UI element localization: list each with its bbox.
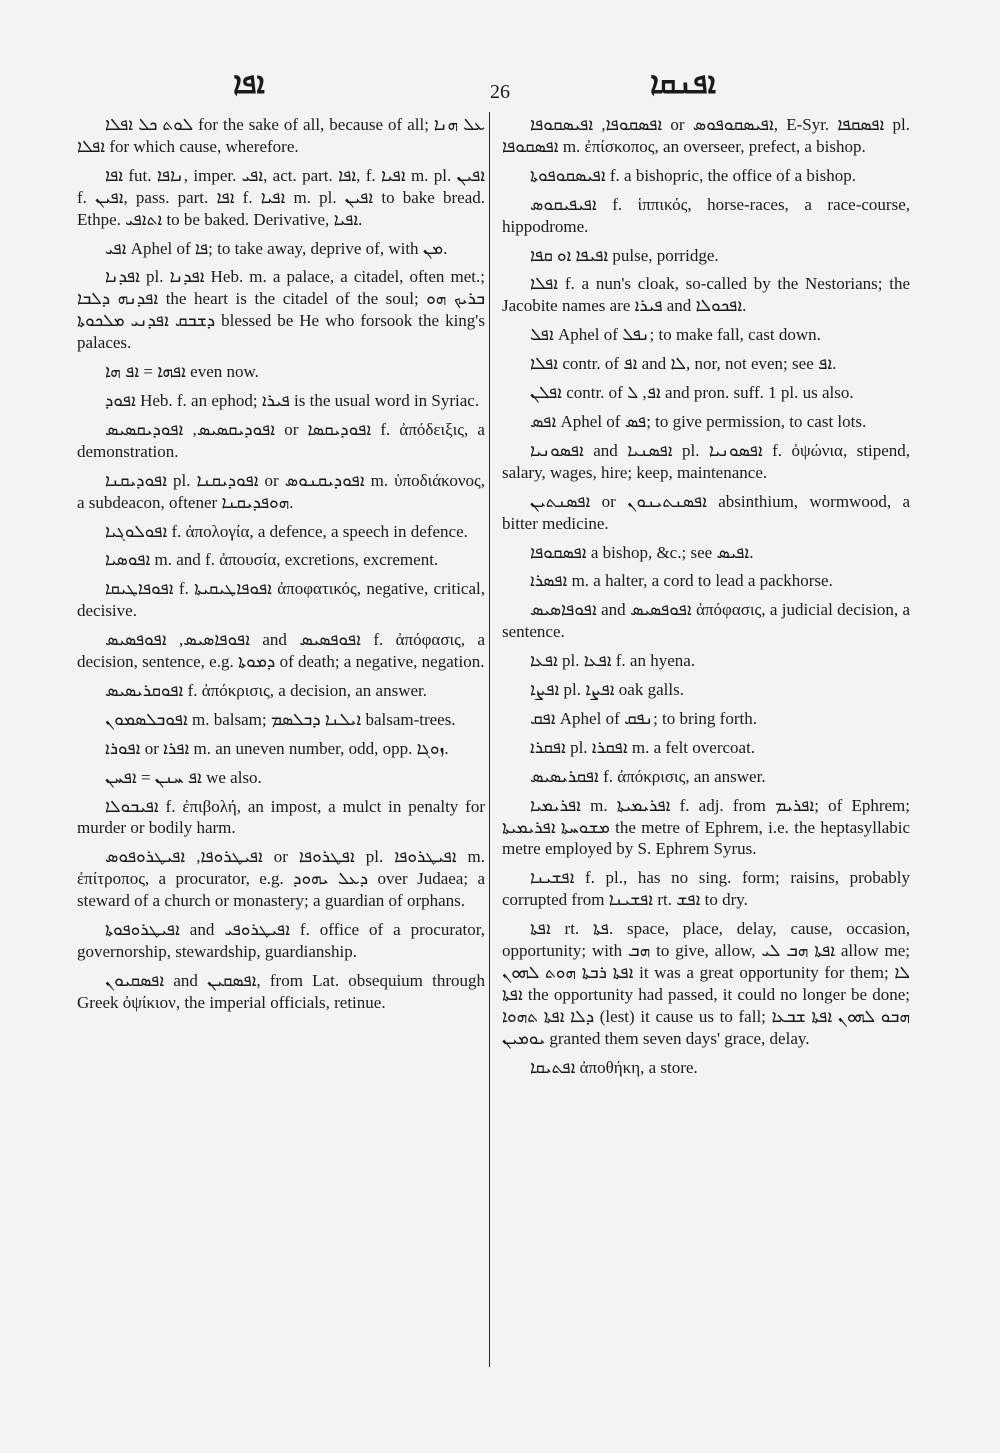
dictionary-entry: ܐܦܩܪܐ pl. ܐܦܩܪܐ m. a felt overcoat.	[530, 737, 756, 757]
dictionary-entry: ܐܦܝܒܘܠܐ f. ἐπιβολή, an impost, a mulct in penalty for murder or bodily harm.	[77, 796, 485, 838]
dictionary-entry: ܐܦܣܘܢܝܐ and ܐܦܣܢܝܐ pl. ܐܦܣܘܢܝܐ f. ὀψώνια, stipend, salary, wages, hire; keep, maintenance.	[502, 440, 910, 482]
dictionary-entry: ܐܦܘܪܐ or ܐܦܪܐ m. an uneven number, odd, opp. ܙܘܓܐ.	[105, 738, 449, 758]
running-head-left: ܐܦܐ	[233, 66, 265, 101]
dictionary-entry: ܐܦܥܐ pl. ܐܦܥܐ f. an hyena.	[530, 651, 696, 671]
dictionary-entry: ܐܦܨܐ pl. ܐܦܨܐ oak galls.	[530, 680, 684, 700]
dictionary-entry: ܐܦܝܛܪܘܦܘܬܐ and ܐܦܝܛܪܘܦܝ f. office of a procurator, governorship, stewardship, guardianship.	[77, 920, 485, 961]
dictionary-entry: ܐܦܣ Aphel of ܦܣ; to give permission, to cast lots.	[530, 411, 867, 431]
column-divider	[489, 112, 490, 1367]
dictionary-entry: ܐܦܠܢ contr. of ܐܦ, ܠ and pron. suff. 1 pl. us also.	[530, 383, 854, 403]
dictionary-entry: ܐܦܝ Aphel of ܦܐ; to take away, deprive of, with ܡܢ.	[105, 238, 448, 258]
dictionary-entry: ܐܦܐ fut. ܢܐܦܐ, imper. ܐܦܝ, act. part. ܐܦܐ, f. ܐܦܝܐ m. pl. ܐܦܝܢ f. ܐܦܝܢ, pass. part. ܐܦܐ f. ܐܦܝܐ m. pl. ܐܦܝܢ to bake bread. Ethpe. ܐܬܐܦܝ to be baked. Derivative, ܐܦܝܐ.	[77, 165, 486, 229]
dictionary-entry: ܠܘܬ ܟܠ ܐܦܠܐ for the sake of all, because of all; ܥܠ ܗܢܐ ܐܦܠܐ for which cause, wherefore.	[77, 115, 486, 156]
dictionary-entry: ܐܦܘܒܠܣܡܘܢ m. balsam; ܐܝܠܢܐ ܕܒܠܣܡ balsam-trees.	[105, 709, 456, 729]
dictionary-entry: ܐܦܠ Aphel of ܢܦܠ; to make fall, cast down.	[530, 325, 821, 345]
dictionary-entry: ܐܦܣܩܘܦܐ a bishop, &c.; see ܐܦܝܣ.	[530, 542, 754, 562]
dictionary-entry: ܐܦܣܢܬܝܢ or ܐܦܣܢܬܝܢܘܢ absinthium, wormwood, a bitter medicine.	[502, 491, 910, 533]
dictionary-entry: ܐܦܘܦܐܣܝܣ, ܐܦܘܦܣܝܣ and ܐܦܘܦܣܝܣ f. ἀπόφασις, a decision, sentence, e.g. ܕܡܘܬܐ of death; a negative, negation.	[77, 630, 485, 672]
dictionary-entry: ܐܦܘܦܐܣܝܣ and ܐܦܘܦܣܝܣ ἀπόφασις, a judicial decision, a sentence.	[502, 600, 911, 642]
dictionary-entry: ܐܦܫܝܢܐ f. pl., has no sing. form; raisins, probably corrupted from ܐܦܫܝܢܐ rt. ܐܦܫ to dry.	[502, 868, 910, 910]
dictionary-entry: ܐܦܗܐ = ܐܦ ܗܐ even now.	[105, 362, 259, 382]
dictionary-entry: ܐܦܬܝܩܐ ἀποθήκη, a store.	[530, 1057, 698, 1077]
dictionary-entry: ܐܦܝܦܐ ܐܘ ܩܦܐ pulse, porridge.	[530, 245, 719, 265]
dictionary-entry: ܐܦܘܩܪܝܣܝܣ f. ἀπόκρισις, a decision, an answer.	[105, 680, 428, 700]
dictionary-entry: ܐܦܘܕ Heb. f. an ephod; ܦܝܪܐ is the usual word in Syriac.	[105, 390, 480, 410]
dictionary-entry: ܐܦܘܕܝܩܣܝܣ, ܐܦܘܕܝܩܣܝܣ or ܐܦܘܕܝܩܣܐ f. ἀπόδειξις, a demonstration.	[77, 419, 485, 461]
left-column	[77, 114, 485, 1021]
dictionary-entry: ܐܦ ܚܢܢ = ܐܦܚܢ we also.	[105, 767, 262, 787]
dictionary-entry: ܐܦܝܣܩܘܦܘܬܐ f. a bishopric, the office of a bishop.	[530, 165, 856, 185]
page-number: 26	[490, 81, 510, 103]
dictionary-entry: ܐܦܩܪܝܣܝܣ f. ἀπόκρισις, an answer.	[530, 766, 766, 786]
dictionary-entry: ܐܦܠܐ contr. of ܐܦ and ܠܐ, nor, not even; see ܐܦ.	[530, 354, 837, 374]
dictionary-entry: ܐܦܝܛܪܘܦܐ, ܐܦܝܛܪܘܦܘܣ or ܐܦܛܪܘܦܐ pl. ܐܦܝܛܪܘܦܐ m. ἐπίτροπος, a procurator, e.g. ܕܥܠ ܝܗܘܕ over Judaea; a steward of a church or monastery; a guardian of orphans.	[77, 847, 485, 911]
dictionary-entry: ܐܦܩ Aphel of ܢܦܩ; to bring forth.	[530, 708, 757, 728]
running-head-right: ܐܦܢܩܐ	[650, 66, 716, 101]
dictionary-entry: ܐܦܕܢܐ pl. ܐܦܕܢܐ Heb. m. a palace, a citadel, often met.; ܐܦܕܢܗ ܕܠܒܐ the heart is the citadel of the soul; ܒܪܝܟ ܗܘ ܕܫܒܩ ܐܦܕܢܝ ܡܠܟܘܬܐ blessed be He who forsook the king's palaces.	[77, 267, 486, 353]
dictionary-entry: ܐܦܘܣܝܐ m. and f. ἀπουσία, excretions, excrement.	[105, 550, 439, 570]
dictionary-entry: ܐܦܘܕܝܩܢܐ pl. ܐܦܘܕܝܩܢܐ or ܐܦܘܕܝܩܢܘܣ m. ὑποδιάκονος, a subdeacon, oftener ܗܘܦܕܝܩܢܐ.	[77, 470, 485, 512]
dictionary-entry: ܐܦܣܪܐ m. a halter, a cord to lead a packhorse.	[530, 571, 833, 591]
right-column	[502, 114, 910, 1086]
dictionary-entry: ܐܦܠܐ f. a nun's cloak, so-called by the Nestorians; the Jacobite names are ܦܝܪܐ and ܐܦܟܘܠܐ.	[502, 274, 910, 316]
dictionary-entry: ܐܦܣܩܘܦܐ, ܐܦܝܣܩܘܦܐ or ܐܦܝܣܩܘܦܘܣ, E-Syr. ܐܦܣܩܦܐ pl. ܐܦܣܩܘܦܐ m. ἐπίσκοπος, an overseer, prefect, a bishop.	[502, 115, 910, 156]
dictionary-entry: ܐܦܘܠܘܓܝܐ f. ἀπολογία, a defence, a speech in defence.	[105, 521, 468, 541]
dictionary-entry: ܐܦܬܐ rt. ܦܬܐ. space, place, delay, cause, occasion, opportunity; with ܗܒ to give, allow, ܐܦܬܐ ܗܒ ܠܝ allow me; ܐܦܬܐ ܪܒܬܐ ܗܘܬ ܠܗܘܢ it was a great opportunity for them; ܠܐ ܐܦܬܐ the opportunity had passed, it could no longer be done; ܕܠܐ ܐܦܬܐ ܬܗܘܐ (lest) it cause us to fall; ܗܒܘ ܠܗܘܢ ܐܦܬܐ ܫܒܥܐ ܝܘܡܝܢ granted them seven days' grace, delay.	[502, 919, 911, 1048]
dictionary-entry: ܐܦܣܩܝܘܢ and ܐܦܣܩܝܢ, from Lat. obsequium through Greek ὀψίκιον, the imperial officials, retinue.	[77, 970, 485, 1012]
page-header	[0, 66, 1000, 106]
dictionary-entry: ܐܦܝܦܝܩܘܣ f. ἱππικός, horse-races, a race-course, hippodrome.	[502, 194, 910, 236]
dictionary-entry: ܐܦܘܦܐܛܝܩܐ f. ܐܦܘܦܐܛܝܩܝܬܐ ἀποφατικός, negative, critical, decisive.	[77, 579, 485, 621]
dictionary-entry: ܐܦܪܝܡܝܐ m. ܐܦܪܝܡܝܬܐ f. adj. from ܐܦܪܝܡ; of Ephrem; ܡܫܘܚܬܐ ܐܦܪܝܡܝܬܐ the metre of Ephrem, i.e. the heptasyllabic metre employed by S. Ephrem Syrus.	[502, 795, 911, 859]
